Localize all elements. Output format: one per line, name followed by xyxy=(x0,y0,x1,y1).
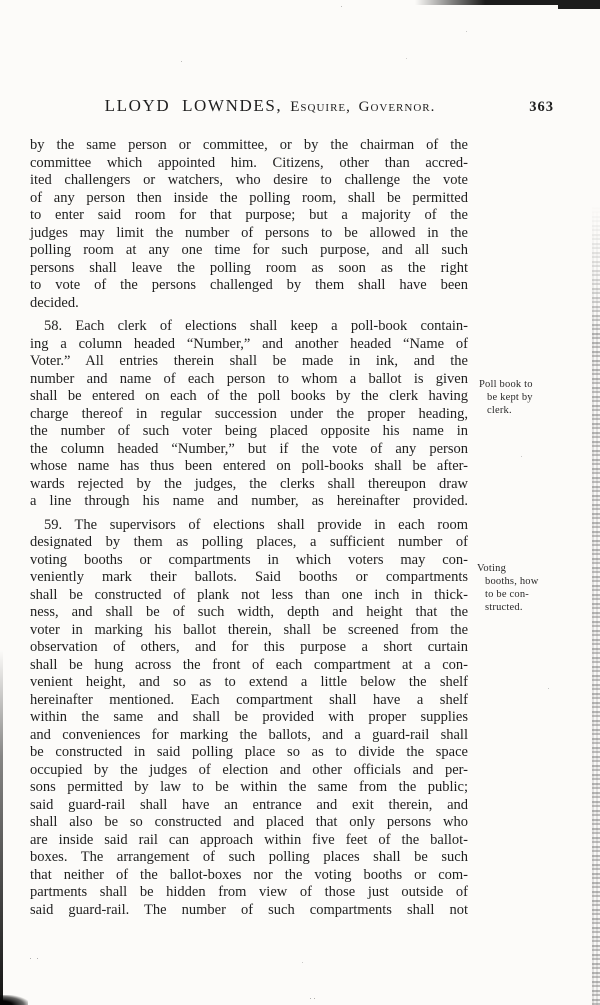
text-line: be constructed in said polling place so as to divide the space xyxy=(30,744,468,760)
text-line: that neither of the ballot-boxes nor the voting booths or com- xyxy=(30,866,468,883)
margin-note-line: clerk. xyxy=(487,405,512,416)
text-line: partments shall be hidden from view of those just outside of xyxy=(30,884,468,900)
running-head-governor-title: Esquire, Governor. xyxy=(290,99,436,115)
text-line: the number of such voter being placed opposite his name in xyxy=(30,423,468,439)
text-line: polling room at any one time for such purpose, and all such xyxy=(30,242,468,258)
scan-edge-right-artifact xyxy=(592,205,600,1005)
text-line: a line through his name and number, as hereinafter provided. xyxy=(30,493,468,509)
text-line: voting booths or compartments in which voters may con- xyxy=(30,551,468,568)
text-line: designated by them as polling places, a sufficient number of xyxy=(30,534,468,550)
text-line: occupied by the judges of election and other officials and per- xyxy=(30,761,468,778)
scan-corner-smudge-artifact xyxy=(0,995,28,1005)
text-line: committee which appointed him. Citizens, other than accred- xyxy=(30,154,468,171)
text-line: the column headed “Number,” but if the vote of any person xyxy=(30,440,468,457)
text-line: whose name has thus been entered on poll-books shall be after- xyxy=(30,458,468,474)
scan-gutter-left-artifact xyxy=(0,650,3,1005)
text-line: 59. The supervisors of elections shall provide in each room xyxy=(44,516,468,533)
text-line: decided. xyxy=(30,294,79,311)
text-line: venient height, and so as to extend a little below the shelf xyxy=(30,674,468,690)
running-head xyxy=(0,96,540,116)
text-line: hereinafter mentioned. Each compartment shall have a shelf xyxy=(30,691,468,708)
text-line: charge thereof in regular succession under the proper heading, xyxy=(30,405,468,422)
text-line: and conveniences for marking the ballots, and a guard-rail shall xyxy=(30,726,468,743)
text-line: judges may limit the number of persons to be allowed in the xyxy=(30,224,468,241)
margin-note-line: be kept by xyxy=(487,392,533,403)
margin-note-line: to be con- xyxy=(485,589,529,600)
margin-note-poll-book xyxy=(479,378,565,417)
text-line: said guard-rail shall have an entrance and exit therein, and xyxy=(30,796,468,813)
margin-note-line: structed. xyxy=(485,602,523,613)
body-text xyxy=(30,137,468,919)
text-line: are inside said rail can approach within five feet of the ballot- xyxy=(30,831,468,848)
text-line: sons permitted by law to be within the same from the public; xyxy=(30,779,468,795)
margin-note-voting-booths xyxy=(477,562,567,614)
margin-note-line: Voting xyxy=(477,563,507,574)
text-line: shall be constructed of plank not less than one inch in thick- xyxy=(30,586,468,603)
text-line: wards rejected by the judges, the clerks shall thereupon draw xyxy=(30,475,468,492)
margin-note-line: booths, how xyxy=(485,576,539,587)
running-head-governor-name: LLOYD LOWNDES, xyxy=(104,96,283,115)
text-line: within the same and shall be provided with proper supplies xyxy=(30,709,468,725)
paragraph-section-58 xyxy=(30,318,468,511)
text-line: to vote of the persons challenged by them shall have been xyxy=(30,277,468,293)
text-line: persons shall leave the polling room as soon as the right xyxy=(30,259,468,276)
text-line: by the same person or committee, or by the chairman of the xyxy=(30,137,468,153)
paragraph-continuation xyxy=(30,137,468,312)
text-line: ness, and shall be of such width, depth and height that the xyxy=(30,604,468,620)
text-line: ing a column headed “Number,” and another headed “Name of xyxy=(30,335,468,352)
text-line: shall also be so constructed and placed that only persons who xyxy=(30,814,468,830)
margin-note-line: Poll book to xyxy=(479,379,533,390)
text-line: voter in marking his ballot therein, shall be screened from the xyxy=(30,621,468,638)
scan-edge-top-artifact xyxy=(415,0,600,5)
text-line: said guard-rail. The number of such compartments shall not xyxy=(30,901,468,918)
text-line: observation of others, and for this purpose a short curtain xyxy=(30,639,468,655)
text-line: ited challengers or watchers, who desire to challenge the vote xyxy=(30,172,468,188)
text-line: number and name of each person to whom a ballot is given xyxy=(30,370,468,387)
text-line: shall be entered on each of the poll books by the clerk having xyxy=(30,388,468,404)
text-line: Voter.” All entries therein shall be made in ink, and the xyxy=(30,353,468,369)
scan-noise-speckles xyxy=(0,0,1,1)
text-line: to enter said room for that purpose; but a majority of the xyxy=(30,207,468,223)
text-line: boxes. The arrangement of such polling places shall be such xyxy=(30,849,468,865)
page-number: 363 xyxy=(529,99,554,115)
text-line: of any person then inside the polling room, shall be permitted xyxy=(30,189,468,206)
text-line: 58. Each clerk of elections shall keep a poll-book contain- xyxy=(44,318,468,334)
paragraph-section-59 xyxy=(30,517,468,920)
text-line: veniently mark their ballots. Said booths or compartments xyxy=(30,569,468,585)
text-line: shall be hung across the front of each compartment at a con- xyxy=(30,656,468,673)
